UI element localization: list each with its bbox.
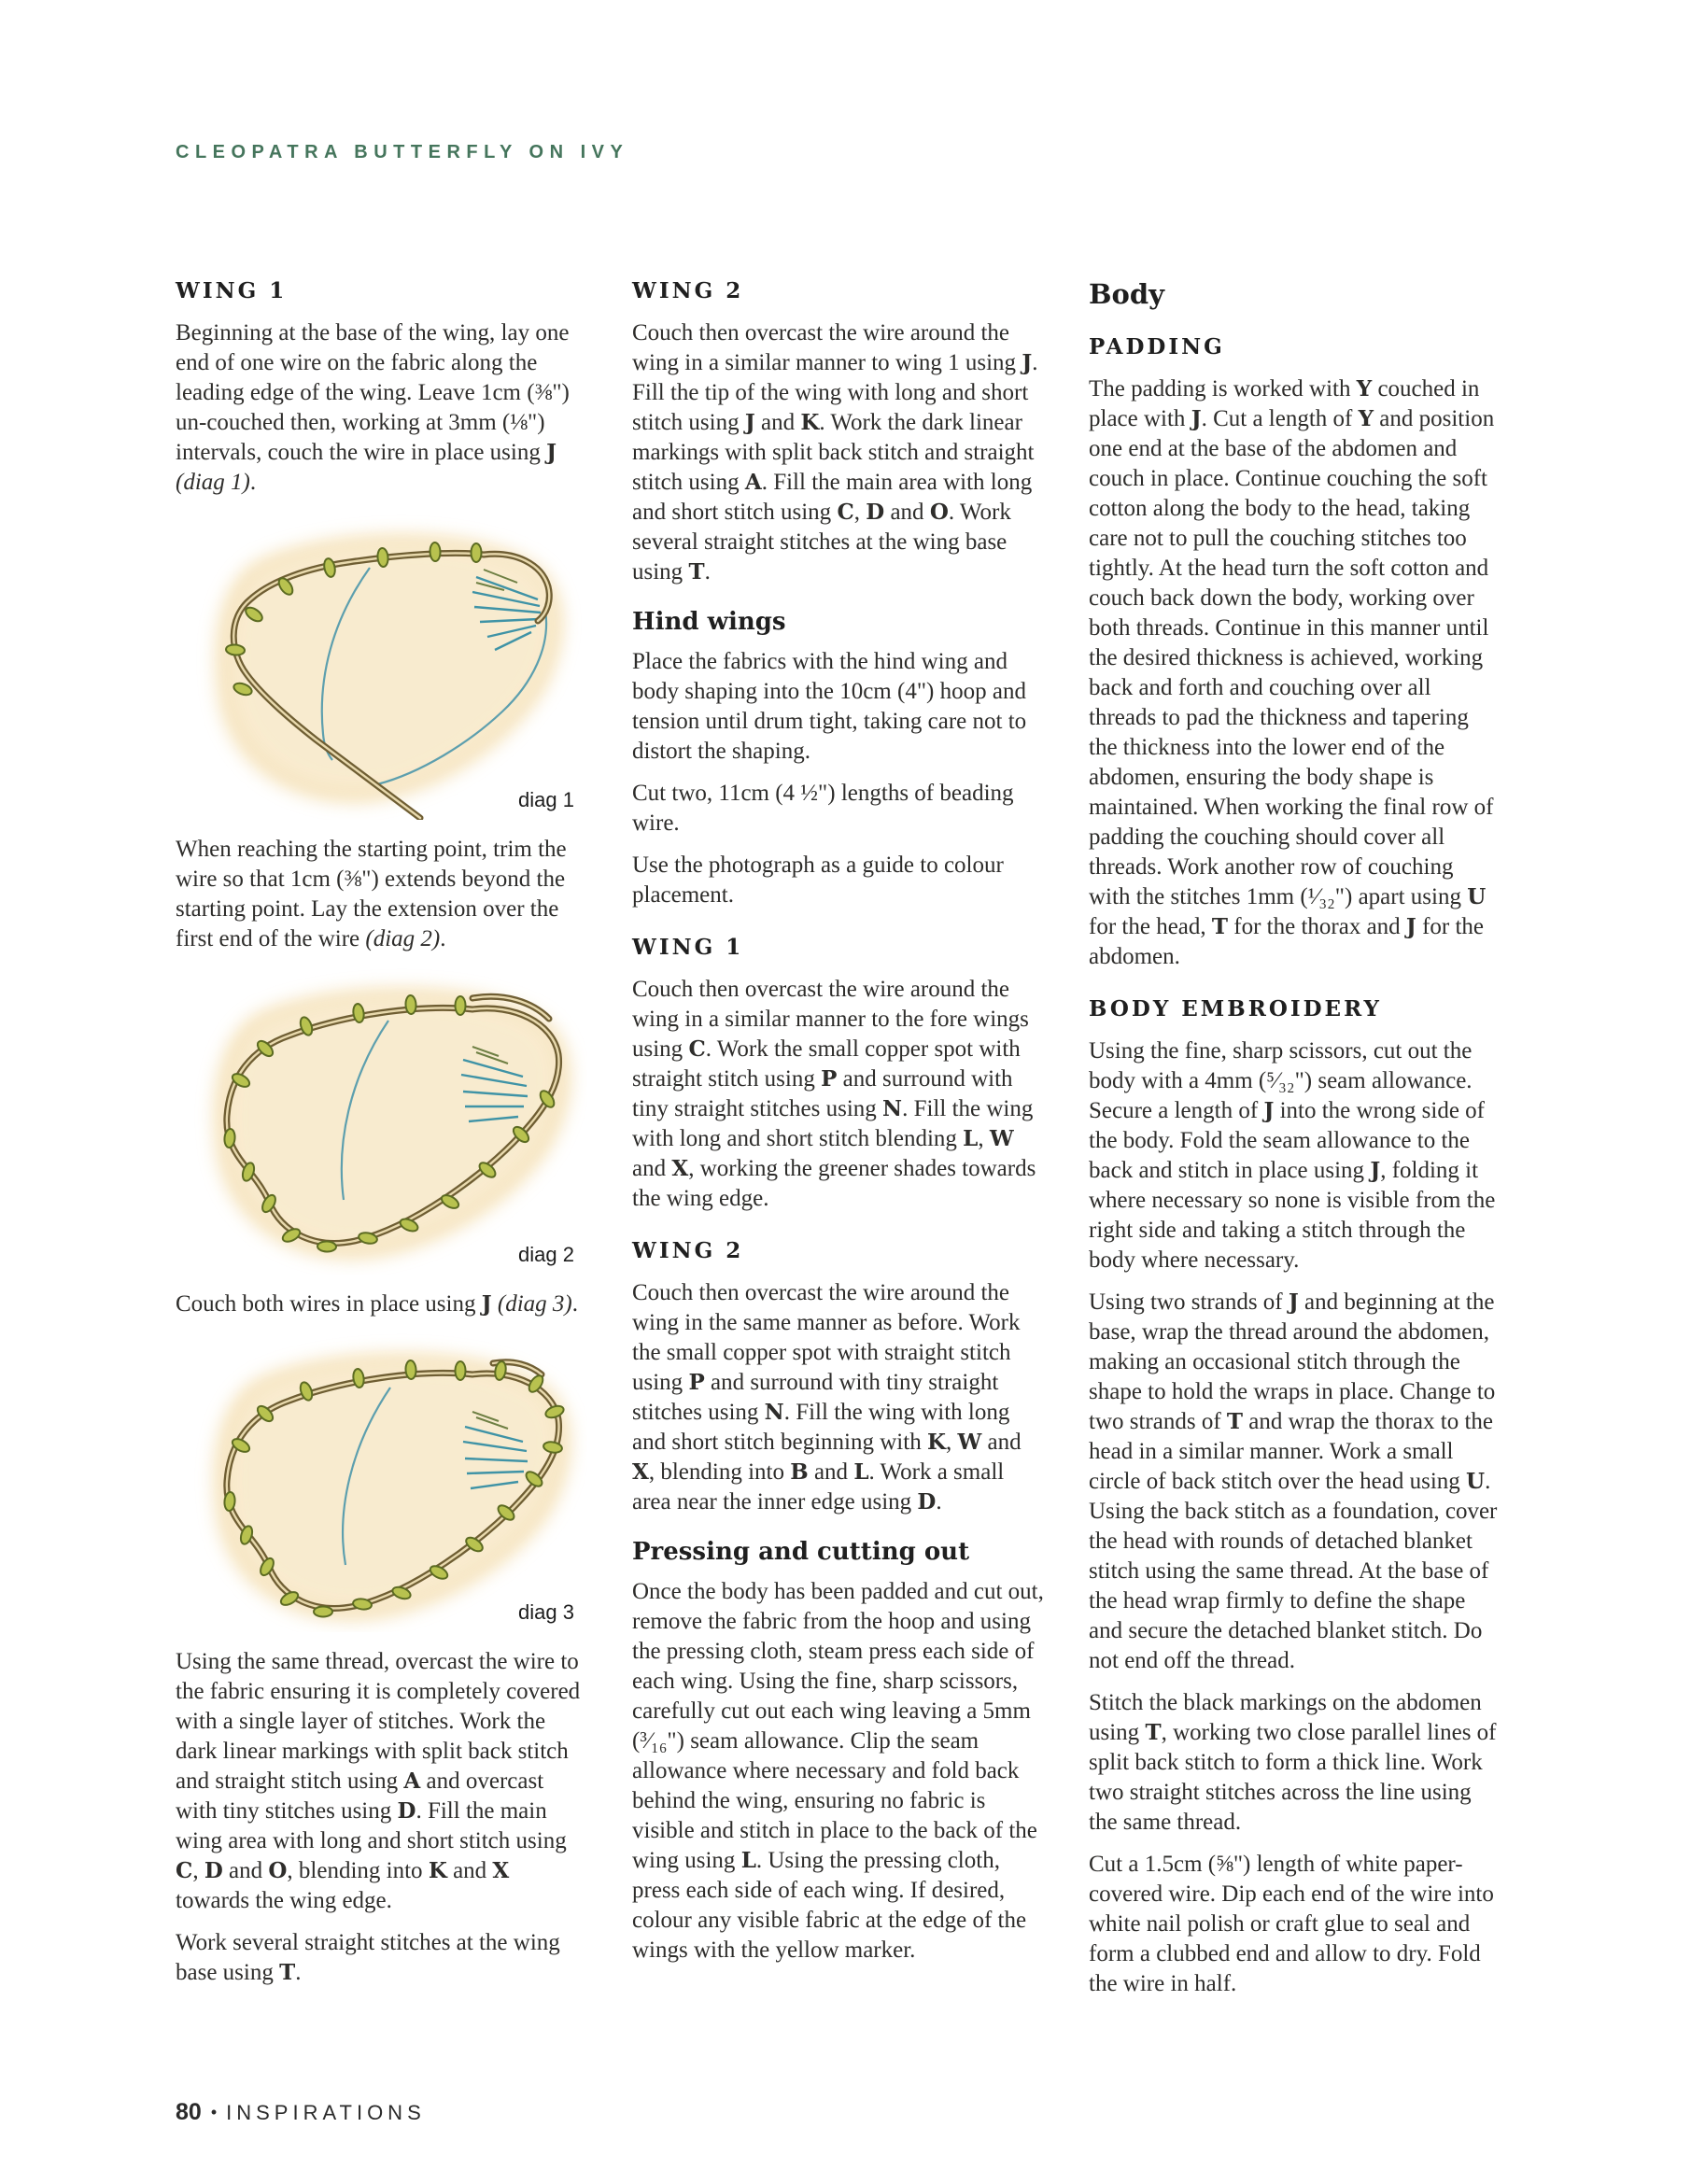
paragraph: Using the fine, sharp scissors, cut out the body with a 4mm (⁵⁄₃₂") seam allowance. Secure a length of J into the wrong side of the body. Fold the seam allowance to the back and stitch in place using J, folding it where necessary so none is visible from the right side and taking a stitch through the body where necessary.: [1089, 1038, 1496, 1273]
wing-diagram-2: [176, 966, 587, 1275]
section-heading: WING 2: [632, 1238, 744, 1263]
footer-bullet: •: [210, 2103, 218, 2121]
wing-diagram-3: [176, 1332, 587, 1632]
wing-diagram-1-illustration: [176, 510, 587, 820]
paragraph: Work several straight stitches at the wing base using T.: [176, 1930, 560, 1985]
diagram-label: diag 3: [518, 1600, 574, 1624]
paragraph: Cut two, 11cm (4 ½") lengths of beading wire.: [632, 781, 1014, 836]
wing-diagram-2-illustration: [176, 966, 587, 1275]
section-heading: WING 1: [632, 935, 744, 960]
paragraph: Once the body has been padded and cut out, remove the fabric from the hoop and using the pressing cloth, steam press each side of each wing. Using the fine, sharp scissors, carefully cut out each wing leaving a 5mm (³⁄₁₆") seam allowance. Clip the seam allowance where necessary and fold back behind the wing, ensuring no fabric is visible and stitch in place to the back of the wing using L. Using the pressing cloth, press each side of each wing. If desired, colour any visible fabric at the edge of the wings with the yellow marker.: [632, 1579, 1044, 1963]
content-columns: [176, 278, 1501, 2011]
magazine-name: INSPIRATIONS: [226, 2101, 426, 2124]
paragraph: Couch then overcast the wire around the wing in a similar manner to the fore wings using C. Work the small copper spot with straight stitch using P and surround with tiny straight stitches using N. Fill the wing with long and short stitch blending L, W and X, working the greener shades towards the wing edge.: [632, 977, 1036, 1211]
body-section-title: Body: [1089, 278, 1164, 310]
page-title: CLEOPATRA BUTTERFLY ON IVY: [176, 142, 629, 162]
paragraph: Place the fabrics with the hind wing and body shaping into the 10cm (4") hoop and tension until drum tight, taking care not to distort the shaping.: [632, 649, 1027, 764]
paragraph: Beginning at the base of the wing, lay one end of one wire on the fabric along the leading edge of the wing. Leave 1cm (⅜") un-couched then, working at 3mm (⅛") intervals, couch the wire in place using J (diag 1).: [176, 320, 570, 495]
diagram-label: diag 2: [518, 1243, 574, 1266]
paragraph: Couch then overcast the wire around the wing in a similar manner to wing 1 using J. Fill the tip of the wing with long and short stitch using J and K. Work the dark linear markings with split back stitch and straight stitch using A. Fill the main area with long and short stitch using C, D and O. Work several straight stitches at the wing base using T.: [632, 320, 1038, 585]
section-heading: WING 1: [176, 278, 288, 303]
wing-diagram-1: [176, 510, 587, 820]
paragraph: Stitch the black markings on the abdomen using T, working two close parallel lines of split back stitch to form a thick line. Work two straight stitches across the line using the same thread.: [1089, 1690, 1497, 1835]
section-heading: Hind wings: [632, 608, 786, 636]
text-column-1: [176, 278, 587, 2000]
diagram-label: diag 1: [518, 788, 574, 811]
text-column-2: [632, 278, 1044, 1978]
paragraph: Using the same thread, overcast the wire to the fabric ensuring it is completely covered with a single layer of stitches. Work the dark linear markings with split back stitch and straight stitch using A and overcast with tiny stitches using D. Fill the main wing area with long and short stitch using C, D and O, blending into K and X towards the wing edge.: [176, 1649, 581, 1913]
paragraph: Couch both wires in place using J (diag 3).: [176, 1291, 578, 1317]
paragraph: Use the photograph as a guide to colour placement.: [632, 852, 1004, 908]
wing-diagram-3-illustration: [176, 1332, 587, 1632]
paragraph: When reaching the starting point, trim the wire so that 1cm (⅜") extends beyond the starting point. Lay the extension over the first end of the wire (diag 2).: [176, 837, 567, 951]
paragraph: Couch then overcast the wire around the wing in the same manner as before. Work the small copper spot with straight stitch using P and surround with tiny straight stitches using N. Fill the wing with long and short stitch beginning with K, W and X, blending into B and L. Work a small area near the inner edge using D.: [632, 1280, 1022, 1515]
text-column-3: [1089, 278, 1501, 2011]
section-heading: PADDING: [1089, 334, 1225, 359]
page-number: 80: [176, 2099, 202, 2125]
page-footer: [176, 2099, 426, 2126]
section-heading: BODY EMBROIDERY: [1089, 996, 1382, 1022]
section-heading: WING 2: [632, 278, 744, 303]
paragraph: Using two strands of J and beginning at the base, wrap the thread around the abdomen, making an occasional stitch through the shape to hold the wraps in place. Change to two strands of T and wrap the thorax to the head in a similar manner. Work a small circle of back stitch over the head using U. Using the back stitch as a foundation, cover the head with rounds of detached blanket stitch using the same thread. At the base of the head wrap firmly to define the shape and secure the detached blanket stitch. Do not end off the thread.: [1089, 1289, 1498, 1673]
section-heading: Pressing and cutting out: [632, 1538, 970, 1566]
paragraph: Cut a 1.5cm (⅝") length of white paper-covered wire. Dip each end of the wire into white nail polish or craft glue to seal and form a clubbed end and allow to dry. Fold the wire in half.: [1089, 1852, 1494, 1996]
paragraph: The padding is worked with Y couched in place with J. Cut a length of Y and position one end at the base of the abdomen and couch in place. Continue couching the soft cotton along the body to the head, taking care not to pull the couching stitches too tightly. At the head turn the soft cotton and couch back down the body, working over both threads. Continue in this manner until the desired thickness is achieved, working back and forth and couching over all threads to pad the thickness and tapering the thickness into the lower end of the abdomen, ensuring the body shape is maintained. When working the final row of padding the couching should cover all threads. Work another row of couching with the stitches 1mm (¹⁄₃₂") apart using U for the head, T for the thorax and J for the abdomen.: [1089, 376, 1495, 969]
